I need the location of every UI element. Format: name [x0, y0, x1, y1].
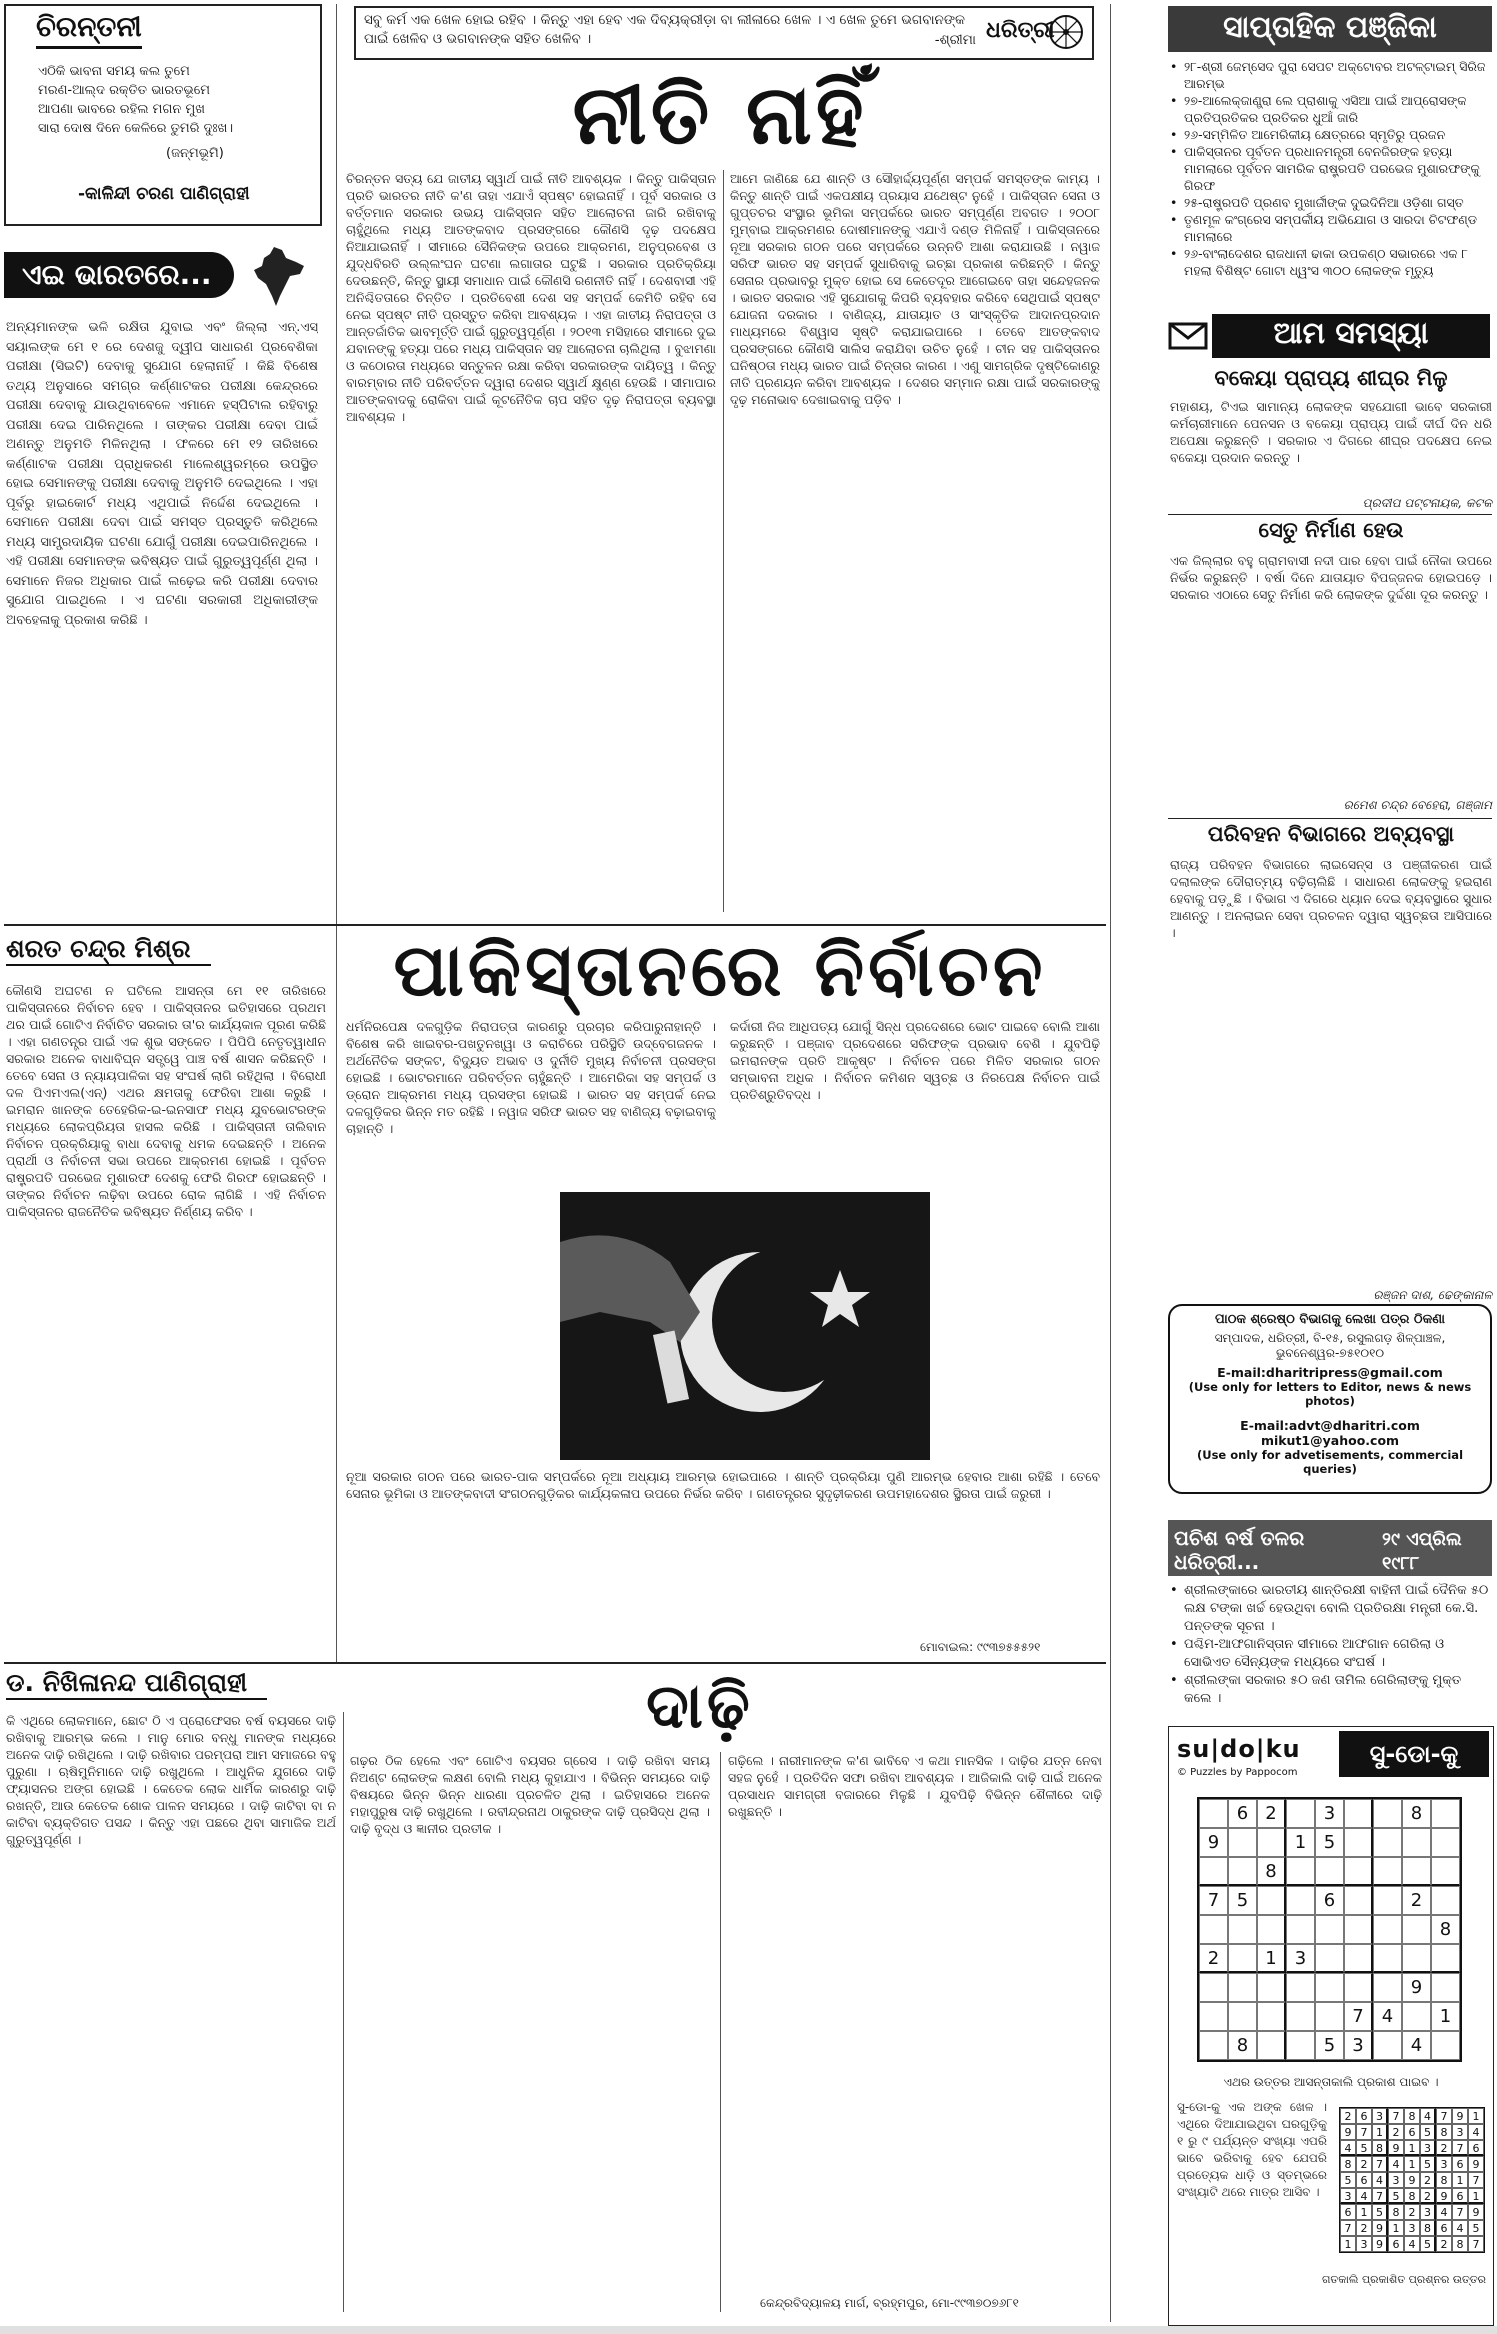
sudoku-cell[interactable]: 5 [1315, 2031, 1344, 2060]
sudoku-cell[interactable] [1402, 2002, 1431, 2031]
col-divider [1110, 4, 1111, 2322]
chirantani-title: ଚିରନ୍ତନୀ [36, 10, 142, 49]
sudoku-solution-note: ଗତକାଲି ପ୍ରକାଶିତ ପ୍ରଶ୍ନର ଉତ୍ତର [1321, 2273, 1487, 2286]
sudoku-cell[interactable] [1257, 1828, 1286, 1857]
sudoku-solution-cell: 7 [1468, 2172, 1484, 2188]
contact-note-advt: (Use only for advetisements, commercial queries) [1196, 1448, 1464, 1476]
sudoku-solution-cell: 5 [1420, 2236, 1436, 2252]
sudoku-cell[interactable] [1373, 1799, 1402, 1828]
sudoku-solution-cell: 7 [1372, 2188, 1388, 2204]
chirantani-poem: ଏଠିକି ଭାବନା ସମୟ କଲ ତୁମେ ମରଣ-ଆଲ୍ଦ ରକ୍ତିତ ଭାରତଭୂମେ ଆପଣା ଭାବରେ ରହିଲ ମଗନ ମୁଖ ସାରା ଦୋଷ ଦିନେ କେଳିରେ ତୁମରି ଦୁଃଖ। [38, 64, 234, 136]
sudoku-solution-cell: 4 [1452, 2220, 1468, 2236]
sudoku-solution-cell: 6 [1388, 2236, 1404, 2252]
sudoku-solution-cell: 7 [1452, 2204, 1468, 2220]
dadhi-column-3: ଗଢ଼ିଲେ । ନାରୀମାନଙ୍କ କ'ଣ ଭାବିବେ ଏ କଥା ମାନସିକ । ଦାଢ଼ିର ଯତ୍ନ ନେବା ସହଜ ନୁହେଁ । ପ୍ରତିଦିନ ସଫା ରଖିବା ଆବଶ୍ୟକ । ଆଜିକାଲି ଦାଢ଼ି ପାଇଁ ଅନେକ ପ୍ରସାଧନ ସାମଗ୍ରୀ ବଜାରରେ ମିଳୁଛି । ଯୁବପିଢ଼ି ବିଭିନ୍ନ ଶୈଳୀରେ ଦାଢ଼ି ରଖୁଛନ୍ତି । [728, 1753, 1102, 1819]
sudoku-cell[interactable]: 8 [1431, 1915, 1460, 1944]
envelope-icon [1168, 318, 1208, 354]
sudoku-solution-cell: 2 [1436, 2140, 1452, 2156]
sudoku-title-odia: ସୁ-ଡୋ-କୁ [1369, 1740, 1459, 1768]
sudoku-solution-cell: 9 [1372, 2236, 1388, 2252]
sudoku-cell[interactable] [1344, 1915, 1373, 1944]
sudoku-cell[interactable] [1286, 2002, 1315, 2031]
sudoku-answer-note: ଏଥର ଉତ୍ତର ଆସନ୍ତାକାଲି ପ୍ରକାଶ ପାଇବ । [1223, 2075, 1439, 2089]
letter-sender: ପ୍ରଦୀପ ପଟ୍ଟନାୟକ, କଟକ [1362, 496, 1492, 510]
pachisa-item: • ଶ୍ରୀଲଙ୍କାରେ ଭାରତୀୟ ଶାନ୍ତିରକ୍ଷୀ ବାହିନୀ ପାଇଁ ଦୈନିକ ୫୦ ଲକ୍ଷ ଟଙ୍କା ଖର୍ଚ୍ଚ ହେଉଥିବା ବୋଲି ପ୍ରତିରକ୍ଷା ମନ୍ତ୍ରୀ କେ.ସି. ପନ୍ତଙ୍କ ସୂଚନା । [1170, 1582, 1492, 1636]
contact-heading: ପାଠକ ଶ୍ରେଷ୍ଠ ବିଭାଗକୁ ଲେଖା ପତ୍ର ଠିକଣା [1215, 1312, 1445, 1327]
sudoku-solution-cell: 4 [1356, 2188, 1372, 2204]
sudoku-solution-cell: 9 [1372, 2220, 1388, 2236]
india-map-icon [244, 244, 310, 310]
sudoku-solution-cell: 7 [1340, 2220, 1356, 2236]
sudoku-cell[interactable] [1199, 1973, 1228, 2002]
sudoku-cell[interactable] [1286, 1886, 1315, 1915]
pakistan-column-1: କୌଣସି ଅଘଟଣ ନ ଘଟିଲେ ଆସନ୍ତା ମେ ୧୧ ତାରିଖରେ ପାକିସ୍ତାନରେ ନିର୍ବାଚନ ହେବ । ପାକିସ୍ତାନର ଇତିହାସରେ ପ୍ରଥମ ଥର ପାଇଁ ଗୋଟିଏ ନିର୍ବାଚିତ ସରକାର ତା'ର କାର୍ଯ୍ୟକାଳ ପୂରଣ କରିଛି । ଏହା ଗଣତନ୍ତ୍ର ପାଇଁ ଏକ ଶୁଭ ସଙ୍କେତ । ପିପିପି ନେତୃତ୍ୱାଧୀନ ସରକାର ଅନେକ ବାଧାବିଘ୍ନ ସତ୍ତ୍ୱେ ପାଞ୍ଚ ବର୍ଷ ଶାସନ କରିଛନ୍ତି । ତେବେ ସେନା ଓ ନ୍ୟାୟପାଳିକା ସହ ସଂଘର୍ଷ ଲାଗି ରହିଥିଲା । ବିରୋଧୀ ଦଳ ପିଏମଏଲ(ଏନ୍) ଏଥର କ୍ଷମତାକୁ ଫେରିବା ଆଶା କରୁଛି । ଇମରାନ ଖାନଙ୍କ ତେହେରିକ-ଇ-ଇନସାଫ ମଧ୍ୟ ଯୁବଭୋଟରଙ୍କ ମଧ୍ୟରେ ଲୋକପ୍ରିୟତା ହାସଲ କରିଛି । ପାକିସ୍ତାନୀ ତାଲିବାନ ନିର୍ବାଚନ ପ୍ରକ୍ରିୟାକୁ ବାଧା ଦେବାକୁ ଧମକ ଦେଇଛନ୍ତି । ଅନେକ ପ୍ରାର୍ଥୀ ଓ ନିର୍ବାଚନୀ ସଭା ଉପରେ ଆକ୍ରମଣ ହୋଇଛି । ପୂର୍ବତନ ରାଷ୍ଟ୍ରପତି ପରଭେଜ ମୁଶାରଫ ଦେଶକୁ ଫେରି ଗିରଫ ହୋଇଛନ୍ତି । ତାଙ୍କର ନିର୍ବାଚନ ଲଢ଼ିବା ଉପରେ ରୋକ ଲାଗିଛି । ଏହି ନିର୍ବାଚନ ପାକିସ୍ତାନର ରାଜନୈତିକ ଭବିଷ୍ୟତ ନିର୍ଣ୍ଣୟ କରିବ । [6, 983, 326, 1219]
sudoku-cell[interactable] [1431, 1886, 1460, 1915]
sudoku-cell[interactable] [1402, 1944, 1431, 1973]
sudoku-cell[interactable] [1402, 1828, 1431, 1857]
sudoku-solution-cell: 2 [1388, 2124, 1404, 2140]
contact-email-advt-alt[interactable]: mikut1@yahoo.com [1260, 1433, 1400, 1448]
sudoku-cell[interactable] [1431, 1857, 1460, 1886]
sudoku-cell[interactable]: 6 [1315, 1886, 1344, 1915]
saptahika-header [1168, 6, 1492, 52]
sudoku-cell[interactable] [1257, 1973, 1286, 2002]
sudoku-solution-cell: 7 [1468, 2236, 1484, 2252]
sudoku-cell[interactable]: 7 [1344, 2002, 1373, 2031]
pachisa-date: ୨୯ ଏପ୍ରିଲ ୧୯୮୮ [1382, 1529, 1462, 1574]
pachisa-list [1170, 1582, 1492, 1722]
sudoku-cell[interactable] [1199, 1799, 1228, 1828]
sudoku-solution-cell: 8 [1372, 2140, 1388, 2156]
sudoku-solution-cell: 2 [1356, 2220, 1372, 2236]
sudoku-solution-cell: 5 [1388, 2188, 1404, 2204]
sudoku-solution-cell: 9 [1436, 2188, 1452, 2204]
sudoku-solution-cell: 6 [1468, 2140, 1484, 2156]
dadhi-column-2: ଗଢ଼ର ଠିକ ହେଲେ ଏବଂ ଗୋଟିଏ ବୟସର ଗ୍ରେସ । ଦାଢ଼ି ରଖିବା ସମୟ ନିଅଣ୍ଟ ଲୋକଙ୍କ ଲକ୍ଷଣ ବୋଲି ମଧ୍ୟ କୁହାଯାଏ । ବିଭିନ୍ନ ସମୟରେ ଦାଢ଼ି ବିଷୟରେ ଭିନ୍ନ ଭିନ୍ନ ଧାରଣା ପ୍ରଚଳିତ ଥିଲା । ଇତିହାସରେ ଅନେକ ମହାପୁରୁଷ ଦାଢ଼ି ରଖୁଥିଲେ । ରବୀନ୍ଦ୍ରନାଥ ଠାକୁରଙ୍କ ଦାଢ଼ି ପ୍ରସିଦ୍ଧ ଥିଲା । ଦାଢ଼ି ବୃଦ୍ଧ ଓ ଜ୍ଞାନୀର ପ୍ରତୀକ । [350, 1753, 710, 1836]
quote-box [354, 6, 1094, 60]
sudoku-cell[interactable] [1286, 1799, 1315, 1828]
sudoku-cell[interactable] [1373, 1915, 1402, 1944]
sudoku-cell[interactable]: 3 [1344, 2031, 1373, 2060]
sudoku-solution-cell: 6 [1436, 2220, 1452, 2236]
ei-bharatare-body: ଅନ୍ୟମାନଙ୍କ ଭଳି ରକ୍ଷିତା ଯୁବାଇ ଏବଂ ଜିଲ୍ଲା ଏନ୍.ଏସ୍ ସୟାଲଙ୍କ ମେ ୧ ରେ ଦେଶଜୁ ଦ୍ୱୀପ ସାଧାରଣ ପ୍ରବେଶିକା ପରୀକ୍ଷା (ସିଇଟି) ଦେବାକୁ ସୁଯୋଗ ହେଲାନାହିଁ । କିଛି ବିଶେଷ ତଥ୍ୟ ଅନୁସାରେ ସମଗ୍ର କର୍ଣ୍ଣାଟକର ପରୀକ୍ଷା କେନ୍ଦ୍ରରେ ପରୀକ୍ଷା ଦେବାକୁ ଯାଉଥିବାବେଳେ ଏମାନେ ହସ୍ପିଟାଲ ରହିବାରୁ ପରୀକ୍ଷା ଦେଇ ପାରିନଥିଲେ । ତାଙ୍କର ପରୀକ୍ଷା ଦେବା ପାଇଁ ଅଣନ୍ତୁ ଅନୁମତି ମିଳିନଥିଲା । ଫଳରେ ମେ ୧୨ ତାରିଖରେ କର୍ଣ୍ଣାଟକ ପରୀକ୍ଷା ପ୍ରାଧିକରଣ ମାଲେଶ୍ୱରମ୍‌ରେ ଉପସ୍ଥିତ ହୋଇ ସେମାନଙ୍କୁ ପରୀକ୍ଷା ଦେବାକୁ ଅନୁମତି ଦେଇଥିଲେ । ଏହା ପୂର୍ବରୁ ହାଇକୋର୍ଟ ମଧ୍ୟ ଏଥିପାଇଁ ନିର୍ଦ୍ଦେଶ ଦେଇଥିଲେ । ସେମାନେ ପରୀକ୍ଷା ଦେବା ପାଇଁ ସମସ୍ତ ପ୍ରସ୍ତୁତି କରିଥିଲେ ମଧ୍ୟ ସାମ୍ପ୍ରଦାୟିକ ଘଟଣା ଯୋଗୁଁ ପରୀକ୍ଷା ଦେଇପାରିନଥିଲେ । ଏହି ପରୀକ୍ଷା ସେମାନଙ୍କ ଭବିଷ୍ୟତ ପାଇଁ ଗୁରୁତ୍ୱପୂର୍ଣ୍ଣ ଥିଲା । ସେମାନେ ନିଜର ଅଧିକାର ପାଇଁ ଲଢ଼େଇ କରି ପରୀକ୍ଷା ଦେବାର ସୁଯୋଗ ପାଇଥିଲେ । ଏ ଘଟଣା ସରକାରୀ ଅଧିକାରୀଙ୍କ ଅବହେଳାକୁ ପ୍ରକାଶ କରିଛି । [6, 320, 318, 628]
sudoku-solution-cell: 1 [1356, 2204, 1372, 2220]
sudoku-solution-cell: 5 [1340, 2172, 1356, 2188]
sudoku-cell[interactable]: 4 [1402, 2031, 1431, 2060]
letter-heading: ପରିବହନ ବିଭାଗରେ ଅବ୍ୟବସ୍ଥା [1207, 822, 1455, 846]
sudoku-cell[interactable] [1199, 1857, 1228, 1886]
sudoku-cell[interactable] [1344, 1886, 1373, 1915]
sudoku-solution-cell: 8 [1436, 2124, 1452, 2140]
sudoku-solution-cell: 8 [1388, 2204, 1404, 2220]
sudoku-cell[interactable] [1315, 1857, 1344, 1886]
sudoku-cell[interactable] [1373, 1944, 1402, 1973]
sudoku-solution-cell: 9 [1404, 2172, 1420, 2188]
sudoku-cell[interactable]: 1 [1431, 2002, 1460, 2031]
sudoku-cell[interactable]: 3 [1286, 1944, 1315, 1973]
sudoku-cell[interactable] [1228, 1857, 1257, 1886]
sudoku-solution-cell: 6 [1356, 2172, 1372, 2188]
sudoku-solution-cell: 2 [1420, 2188, 1436, 2204]
sudoku-solution-cell: 3 [1340, 2188, 1356, 2204]
sudoku-cell[interactable] [1228, 1973, 1257, 2002]
sudoku-cell[interactable]: 8 [1402, 1799, 1431, 1828]
sudoku-solution-cell: 9 [1468, 2156, 1484, 2172]
sudoku-cell[interactable] [1315, 1944, 1344, 1973]
sudoku-solution-cell: 9 [1468, 2204, 1484, 2220]
sudoku-solution-cell: 4 [1436, 2204, 1452, 2220]
col-divider [723, 170, 724, 912]
sudoku-solution-cell: 3 [1388, 2172, 1404, 2188]
sudoku-solution-cell: 6 [1452, 2156, 1468, 2172]
quote-text: ସବୁ କର୍ମ ଏକ ଖେଳ ହୋଇ ରହିବ । କିନ୍ତୁ ଏହା ହେବ ଏକ ଦିବ୍ୟକ୍ରୀଡ଼ା ବା ଲୀଳାରେ ଖେଳ । ଏ ଖେଳ ତୁମେ ଭଗବାନଙ୍କ ପାଇଁ ଖେଳିବ ଓ ଭଗବାନଙ୍କ ସହିତ ଖେଳିବ । [364, 12, 965, 47]
sudoku-cell[interactable] [1402, 1857, 1431, 1886]
sudoku-solution-cell: 9 [1452, 2108, 1468, 2124]
sudoku-cell[interactable]: 5 [1228, 1886, 1257, 1915]
sudoku-solution-cell: 7 [1436, 2108, 1452, 2124]
dadhi-column-1: କି ଏଥିରେ ଲୋକମାନେ, ଛୋଟ ଠି ଏ ପ୍ରୋଫେସର ବର୍ଷ ବୟସରେ ଦାଢ଼ି ରଖିବାକୁ ଆରମ୍ଭ କଲେ । ମାନୁ ମୋର ବନ୍ଧୁ ମାନଙ୍କ ମଧ୍ୟରେ ଅନେକ ଦାଢ଼ି ରଖିଥିଲେ । ଦାଢ଼ି ରଖିବାର ପରମ୍ପରା ଆମ ସମାଜରେ ବହୁ ପୁରୁଣା । ଋଷିମୁନିମାନେ ଦାଢ଼ି ରଖୁଥିଲେ । ଆଧୁନିକ ଯୁଗରେ ଦାଢ଼ି ଫ୍ୟାସନର ଅଙ୍ଗ ହୋଇଛି । କେତେକ ଲୋକ ଧାର୍ମିକ କାରଣରୁ ଦାଢ଼ି ରଖନ୍ତି, ଆଉ କେତେକ ଶୋକ ପାଳନ ସମୟରେ । ଦାଢ଼ି କାଟିବା ବା ନ କାଟିବା ବ୍ୟକ୍ତିଗତ ପସନ୍ଦ । କିନ୍ତୁ ଏହା ପଛରେ ଥିବା ସାମାଜିକ ଅର୍ଥ ଗୁରୁତ୍ୱପୂର୍ଣ୍ଣ । [6, 1713, 336, 1847]
pakistan-flag-photo [560, 1192, 930, 1460]
sudoku-cell[interactable]: 2 [1402, 1886, 1431, 1915]
sudoku-cell[interactable] [1257, 1886, 1286, 1915]
sudoku-cell[interactable] [1344, 1828, 1373, 1857]
sudoku-cell[interactable]: 6 [1228, 1799, 1257, 1828]
sudoku-cell[interactable] [1431, 2031, 1460, 2060]
niti-column-1: ଚିରନ୍ତନ ସତ୍ୟ ଯେ ଜାତୀୟ ସ୍ୱାର୍ଥ ପାଇଁ ନୀତି ଆବଶ୍ୟକ । କିନ୍ତୁ ପାକିସ୍ତାନ ପ୍ରତି ଭାରତର ନୀତି କ'ଣ ତାହା ଏଯାଏଁ ସ୍ପଷ୍ଟ ହୋଇନାହିଁ । ପୂର୍ବ ସରକାର ଓ ବର୍ତ୍ତମାନ ସରକାର ଉଭୟ ପାକିସ୍ତାନ ସହିତ ଆଲୋଚନା ଜାରି ରଖିବାକୁ ଚାହୁଁଥିଲେ ମଧ୍ୟ ଆତଙ୍କବାଦ ପ୍ରସଙ୍ଗରେ କୌଣସି ଦୃଢ଼ ପଦକ୍ଷେପ ନିଆଯାଇନାହିଁ । ସୀମାରେ ସୈନିକଙ୍କ ଉପରେ ଆକ୍ରମଣ, ଅନୁପ୍ରବେଶ ଓ ଯୁଦ୍ଧବିରତି ଉଲ୍ଲଂଘନ ଘଟଣା ଲଗାତାର ଘଟୁଛି । ସରକାର ପ୍ରତିକ୍ରିୟା ଦେଉଛନ୍ତି, କିନ୍ତୁ ସ୍ଥାୟୀ ସମାଧାନ ପାଇଁ କୌଣସି ରଣନୀତି ନାହିଁ । ଦେଶବାସୀ ଏହି ଅନିଶ୍ଚିତତାରେ ଚିନ୍ତିତ । ପ୍ରତିବେଶୀ ଦେଶ ସହ ସମ୍ପର୍କ କେମିତି ରହିବ ସେ ନେଇ ସ୍ପଷ୍ଟ ନୀତି ପ୍ରସ୍ତୁତ କରିବା ଆବଶ୍ୟକ । ଏହା ଜାତୀୟ ନିରାପତ୍ତା ଓ ଆନ୍ତର୍ଜାତିକ ଭାବମୂର୍ତ୍ତି ପାଇଁ ଗୁରୁତ୍ୱପୂର୍ଣ୍ଣ । ୨୦୧୩ ମସିହାରେ ସୀମାରେ ଦୁଇ ଯବାନଙ୍କୁ ହତ୍ୟା ପରେ ମଧ୍ୟ ପାକିସ୍ତାନ ସହ ଆଲୋଚନା ଚାଲିଥିଲା । ବୁଝାମଣା ଓ କଠୋରତା ମଧ୍ୟରେ ସନ୍ତୁଳନ ରକ୍ଷା କରିବା ସରକାରଙ୍କ ଦାୟିତ୍ୱ । କିନ୍ତୁ ବାରମ୍ବାର ନୀତି ପରିବର୍ତ୍ତନ ଦ୍ୱାରା ଦେଶର ସ୍ୱାର୍ଥ କ୍ଷୁଣ୍ଣ ହେଉଛି । ସୀମାପାର ଆତଙ୍କବାଦକୁ ରୋକିବା ପାଇଁ କୂଟନୈତିକ ଚାପ ସହିତ ଦୃଢ଼ ନିରାପତ୍ତା ବ୍ୟବସ୍ଥା ଆବଶ୍ୟକ । [346, 171, 716, 424]
sudoku-cell[interactable]: 3 [1315, 1799, 1344, 1828]
letter-body: ରାଜ୍ୟ ପରିବହନ ବିଭାଗରେ ଲାଇସେନ୍ସ ଓ ପଞ୍ଜୀକରଣ ପାଇଁ ଦଲାଲଙ୍କ ଦୌରାତ୍ମ୍ୟ ବଢ଼ିଚାଲିଛି । ସାଧାରଣ ଲୋକଙ୍କୁ ହଇରାଣ ହେବାକୁ ପଡ଼ୁଛି । ବିଭାଗ ଏ ଦିଗରେ ଧ୍ୟାନ ଦେଇ ବ୍ୟବସ୍ଥାରେ ସୁଧାର ଆଣନ୍ତୁ । ଅନଲାଇନ ସେବା ପ୍ରଚଳନ ଦ୍ୱାରା ସ୍ୱଚ୍ଛତା ଆସିପାରେ । [1170, 857, 1492, 940]
sudoku-brand: su|do|ku [1177, 1735, 1301, 1763]
dadhi-contact: କେନ୍ଦ୍ରବିଦ୍ୟାଳୟ ମାର୍ଗ, ବ୍ରହ୍ମପୁର, ମୋ-୯୯୩୭୦୭୬୮୧ [760, 2296, 1019, 2310]
sudoku-solution-cell: 2 [1356, 2156, 1372, 2172]
sudoku-solution-cell: 5 [1420, 2124, 1436, 2140]
sudoku-cell[interactable]: 8 [1228, 2031, 1257, 2060]
logo-wheel-icon [1048, 14, 1084, 50]
sudoku-solution-cell: 7 [1452, 2140, 1468, 2156]
headline-niti-nahin: ନୀତି ନାହିଁ [572, 68, 868, 163]
sudoku-solution-cell: 5 [1468, 2220, 1484, 2236]
sudoku-solution-cell: 8 [1340, 2156, 1356, 2172]
sudoku-solution-cell: 2 [1420, 2172, 1436, 2188]
sudoku-cell[interactable] [1373, 1857, 1402, 1886]
sudoku-solution-cell: 7 [1356, 2124, 1372, 2140]
sudoku-solution-cell: 9 [1388, 2140, 1404, 2156]
pakistan-author: ଶରତ ଚନ୍ଦ୍ର ମିଶ୍ର [6, 934, 211, 966]
sudoku-cell[interactable] [1344, 1857, 1373, 1886]
sudoku-solution-cell: 3 [1436, 2156, 1452, 2172]
sudoku-cell[interactable] [1228, 1944, 1257, 1973]
sudoku-solution-cell: 1 [1340, 2236, 1356, 2252]
sudoku-cell[interactable] [1257, 2002, 1286, 2031]
sudoku-solution-cell: 1 [1468, 2108, 1484, 2124]
col-divider [336, 4, 337, 1662]
sudoku-cell[interactable] [1315, 1973, 1344, 2002]
sudoku-cell[interactable] [1344, 1973, 1373, 2002]
sudoku-cell[interactable]: 2 [1199, 1944, 1228, 1973]
chirantani-poet: -କାଳିନ୍ଦୀ ଚରଣ ପାଣିଗ୍ରାହୀ [78, 184, 250, 204]
sudoku-grid[interactable] [1197, 1797, 1462, 2062]
chirantani-box [4, 4, 322, 226]
sudoku-cell[interactable] [1199, 1915, 1228, 1944]
sudoku-cell[interactable] [1431, 1973, 1460, 2002]
ei-bharatare-banner [4, 240, 318, 310]
sudoku-solution-cell: 3 [1420, 2204, 1436, 2220]
ama-samasya-banner [1168, 312, 1492, 360]
col-divider [343, 1712, 344, 2312]
sudoku-cell[interactable]: 7 [1199, 1886, 1228, 1915]
sudoku-cell[interactable] [1431, 1799, 1460, 1828]
sudoku-solution-cell: 1 [1388, 2220, 1404, 2236]
sudoku-solution-cell: 1 [1372, 2124, 1388, 2140]
niti-column-2: ଆମେ ଜାଣିଛେ ଯେ ଶାନ୍ତି ଓ ସୌହାର୍ଦ୍ଦ୍ୟପୂର୍ଣ୍ଣ ସମ୍ପର୍କ ସମସ୍ତଙ୍କ କାମ୍ୟ । କିନ୍ତୁ ଶାନ୍ତି ପାଇଁ ଏକପକ୍ଷୀୟ ପ୍ରୟାସ ଯଥେଷ୍ଟ ନୁହେଁ । ପାକିସ୍ତାନ ସେନା ଓ ଗୁପ୍ତଚର ସଂସ୍ଥାର ଭୂମିକା ସମ୍ପର୍କରେ ଭାରତ ସମ୍ପୂର୍ଣ୍ଣ ଅବଗତ । ୨୦୦୮ ମୁମ୍ବାଇ ଆକ୍ରମଣର ଦୋଷୀମାନଙ୍କୁ ଏଯାଏଁ ଦଣ୍ଡ ମିଳିନାହିଁ । ପାକିସ୍ତାନରେ ନୂଆ ସରକାର ଗଠନ ପରେ ସମ୍ପର୍କରେ ଉନ୍ନତି ଆଶା କରାଯାଉଛି । ନୱାଜ ସରିଫ ଭାରତ ସହ ସମ୍ପର୍କ ସୁଧାରିବାକୁ ଇଚ୍ଛା ପ୍ରକାଶ କରିଛନ୍ତି । କିନ୍ତୁ ସେନାର ପ୍ରଭାବରୁ ମୁକ୍ତ ହୋଇ ସେ କେତେଦୂର ଆଗେଇବେ ତାହା ସନ୍ଦେହଜନକ । ଭାରତ ସରକାର ଏହି ସୁଯୋଗକୁ କିପରି ବ୍ୟବହାର କରିବେ ସେଥିପାଇଁ ସ୍ପଷ୍ଟ ଯୋଜନା ଦରକାର । ବାଣିଜ୍ୟ, ଯାତାୟାତ ଓ ସାଂସ୍କୃତିକ ଆଦାନପ୍ରଦାନ ମାଧ୍ୟମରେ ବିଶ୍ୱାସ ସୃଷ୍ଟି କରାଯାଇପାରେ । ତେବେ ଆତଙ୍କବାଦ ପ୍ରସଙ୍ଗରେ କୌଣସି ସାଲିସ କରାଯିବା ଉଚିତ ନୁହେଁ । ଚୀନ ସହ ପାକିସ୍ତାନର ଘନିଷ୍ଠତା ମଧ୍ୟ ଭାରତ ପାଇଁ ଚିନ୍ତାର କାରଣ । ଏଣୁ ସାମଗ୍ରିକ ଦୃଷ୍ଟିକୋଣରୁ ନୀତି ପ୍ରଣୟନ କରିବା ଆବଶ୍ୟକ । ଦେଶର ସମ୍ମାନ ରକ୍ଷା ପାଇଁ ସରକାରଙ୍କୁ ଦୃଢ଼ ମନୋଭାବ ଦେଖାଇବାକୁ ପଡ଼ିବ । [730, 171, 1100, 407]
saptahika-item: • ୨୫-ରାଷ୍ଟ୍ରପତି ପ୍ରଣବ ମୁଖାର୍ଜୀଙ୍କ ଦୁଇଦିନିଆ ଓଡ଼ିଶା ଗସ୍ତ [1170, 194, 1492, 211]
sudoku-solution-cell: 5 [1356, 2140, 1372, 2156]
sudoku-cell[interactable]: 2 [1257, 1799, 1286, 1828]
saptahika-item: • ୨୬-ବାଂଲାଦେଶର ରାଜଧାନୀ ଢାକା ଉପକଣ୍ଠ ସଭାରରେ ଏକ ୮ ମହଲା ବିଶିଷ୍ଟ ଗୋଟା ଧ୍ୱଂସ ୩୦୦ ଲୋକଙ୍କ ମୃତ୍ୟୁ [1170, 245, 1492, 279]
saptahika-item: • ତୃଣମୂଳ କଂଗ୍ରେସ ସମ୍ପର୍କୀୟ ଅଭିଯୋଗ ଓ ସାରଦା ଚିଟଫଣ୍ଡ ମାମଲାରେ [1170, 211, 1492, 245]
sudoku-solution-cell: 8 [1404, 2108, 1420, 2124]
sudoku-solution-cell: 2 [1436, 2236, 1452, 2252]
sudoku-cell[interactable]: 4 [1373, 2002, 1402, 2031]
contact-address: ସମ୍ପାଦକ, ଧରିତ୍ରୀ, ବି-୧୫, ରସୁଲଗଡ଼ ଶିଳ୍ପାଞ୍ଚଳ, ଭୁବନେଶ୍ୱର-୭୫୧୦୧୦ [1214, 1331, 1446, 1360]
pakistan-contact: ମୋବାଇଲ: ୯୯୩୭୫୫୫୨୧ [920, 1640, 1041, 1654]
letter-sender: ରଞ୍ଜନ ଦାଶ, ଢେଙ୍କାନାଳ [1373, 1288, 1492, 1302]
pakistan-column-3: କର୍ଦାରୀ ନିଜ ଆଧିପତ୍ୟ ଯୋଗୁଁ ସିନ୍ଧ ପ୍ରଦେଶରେ ଭୋଟ ପାଇବେ ବୋଲି ଆଶା କରୁଛନ୍ତି । ପଞ୍ଜାବ ପ୍ରଦେଶରେ ସରିଫଙ୍କ ପ୍ରଭାବ ବେଶି । ଯୁବପିଢ଼ି ଇମରାନଙ୍କ ପ୍ରତି ଆକୃଷ୍ଟ । ନିର୍ବାଚନ ପରେ ମିଳିତ ସରକାର ଗଠନ ସମ୍ଭାବନା ଅଧିକ । ନିର୍ବାଚନ କମିଶନ ସ୍ୱଚ୍ଛ ଓ ନିରପେକ୍ଷ ନିର୍ବାଚନ ପାଇଁ ପ୍ରତିଶ୍ରୁତିବଦ୍ଧ । [730, 1019, 1100, 1102]
sudoku-cell[interactable] [1344, 1799, 1373, 1828]
pakistan-column-4: ନୂଆ ସରକାର ଗଠନ ପରେ ଭାରତ-ପାକ ସମ୍ପର୍କରେ ନୂଆ ଅଧ୍ୟାୟ ଆରମ୍ଭ ହୋଇପାରେ । ଶାନ୍ତି ପ୍ରକ୍ରିୟା ପୁଣି ଆରମ୍ଭ ହେବାର ଆଶା ରହିଛି । ତେବେ ସେନାର ଭୂମିକା ଓ ଆତଙ୍କବାଦୀ ସଂଗଠନଗୁଡ଼ିକର କାର୍ଯ୍ୟକଳାପ ଉପରେ ନିର୍ଭର କରିବ । ଗଣତନ୍ତ୍ରର ସୁଦୃଢ଼ୀକରଣ ଉପମହାଦେଶର ସ୍ଥିରତା ପାଇଁ ଜରୁରୀ । [346, 1469, 1100, 1501]
contact-note-editor: (Use only for letters to Editor, news & news photos) [1188, 1380, 1472, 1408]
sudoku-cell[interactable] [1373, 1973, 1402, 2002]
sudoku-cell[interactable] [1344, 1944, 1373, 1973]
saptahika-item: • ପାକିସ୍ତାନର ପୂର୍ବତନ ପ୍ରଧାନମନ୍ତ୍ରୀ ବେନଜିରଙ୍କ ହତ୍ୟା ମାମଲାରେ ପୂର୍ବତନ ସାମରିକ ରାଷ୍ଟ୍ରପତି ପରଭେଜ ମୁଶାରଫଙ୍କୁ ଗିରଫ [1170, 143, 1492, 194]
headline-dadhi: ଦାଢ଼ି [646, 1669, 754, 1742]
sudoku-cell[interactable] [1286, 1915, 1315, 1944]
sudoku-cell[interactable] [1199, 2031, 1228, 2060]
sudoku-solution-cell: 4 [1372, 2172, 1388, 2188]
letter-body: ଏକ ଜିଲ୍ଲାର ବହୁ ଗ୍ରାମବାସୀ ନଦୀ ପାର ହେବା ପାଇଁ ନୌକା ଉପରେ ନିର୍ଭର କରୁଛନ୍ତି । ବର୍ଷା ଦିନେ ଯାତାୟାତ ବିପଜ୍ଜନକ ହୋଇପଡ଼େ । ସରକାର ଏଠାରେ ସେତୁ ନିର୍ମାଣ କରି ଲୋକଙ୍କ ଦୁର୍ଦ୍ଦଶା ଦୂର କରନ୍ତୁ । [1170, 553, 1492, 602]
contact-box [1168, 1304, 1492, 1494]
sudoku-panel [1168, 1726, 1494, 2326]
sudoku-cell[interactable]: 5 [1315, 1828, 1344, 1857]
headline-pakistan-election: ପାକିସ୍ତାନରେ ନିର୍ବାଚନ [393, 928, 1047, 1012]
sudoku-cell[interactable] [1315, 1915, 1344, 1944]
dharitri-logo: ଧରିତ୍ରୀ [986, 18, 1055, 43]
sudoku-solution-cell: 8 [1420, 2220, 1436, 2236]
sudoku-cell[interactable]: 9 [1402, 1973, 1431, 2002]
letter-heading: ବକେୟା ପ୍ରାପ୍ୟ ଶୀଘ୍ର ମିଳୁ [1214, 366, 1448, 390]
sudoku-solution-cell: 7 [1388, 2108, 1404, 2124]
quote-author: -ଶ୍ରୀମା [934, 32, 976, 48]
saptahika-list [1170, 58, 1492, 298]
sudoku-title-bar [1339, 1731, 1489, 1777]
sudoku-cell[interactable] [1286, 2031, 1315, 2060]
contact-email-editor[interactable]: E-mail:dharitripress@gmail.com [1217, 1365, 1443, 1380]
sudoku-cell[interactable] [1228, 2002, 1257, 2031]
sudoku-solution-cell: 4 [1420, 2108, 1436, 2124]
letter-separator [1168, 818, 1492, 819]
chirantani-source: (ଜନ୍ମଭୂମି) [166, 146, 224, 161]
sudoku-solution-cell: 9 [1340, 2124, 1356, 2140]
sudoku-solution-cell: 6 [1340, 2204, 1356, 2220]
letter-body: ମହାଶୟ, ଟିଏଇ ସାମାନ୍ୟ ଲୋକଙ୍କ ସହଯୋଗୀ ଭାବେ ସରକାରୀ କର୍ମଚାରୀମାନେ ପେନସନ ଓ ବକେୟା ପ୍ରାପ୍ୟ ପାଇଁ ଦୀର୍ଘ ଦିନ ଧରି ଅପେକ୍ଷା କରୁଛନ୍ତି । ସରକାର ଏ ଦିଗରେ ଶୀଘ୍ର ପଦକ୍ଷେପ ନେଇ ବକେୟା ପ୍ରଦାନ କରନ୍ତୁ । [1170, 399, 1492, 465]
sudoku-solution-cell: 4 [1404, 2236, 1420, 2252]
sudoku-solution-cell: 6 [1452, 2188, 1468, 2204]
sudoku-solution-cell: 3 [1452, 2124, 1468, 2140]
sudoku-solution-cell: 1 [1452, 2172, 1468, 2188]
sudoku-solution-cell: 4 [1388, 2156, 1404, 2172]
sudoku-solution-cell: 1 [1468, 2188, 1484, 2204]
sudoku-solution-cell: 4 [1340, 2140, 1356, 2156]
ama-samasya-title: ଆମ ସମସ୍ୟା [1273, 316, 1429, 351]
sudoku-solution-cell: 3 [1372, 2108, 1388, 2124]
sudoku-solution-cell: 2 [1404, 2204, 1420, 2220]
saptahika-item: • ୨୬-ସମ୍ମିଳିତ ଆମେରିକୀୟ କ୍ଷେତ୍ରରେ ସ୍ମୃତିରୁ ପ୍ରଜନ [1170, 126, 1492, 143]
sudoku-solution-cell: 3 [1356, 2236, 1372, 2252]
pachisa-item: • ପଶ୍ଚିମ-ଆଫଗାନିସ୍ତାନ ସୀମାରେ ଆଫଗାନ ଗେରିଲା ଓ ସୋଭିଏତ ସୈନ୍ୟଙ୍କ ମଧ୍ୟରେ ସଂଘର୍ଷ । [1170, 1636, 1492, 1672]
pakistan-column-2: ଧର୍ମନିରପେକ୍ଷ ଦଳଗୁଡ଼ିକ ନିରାପତ୍ତା କାରଣରୁ ପ୍ରଚାର କରିପାରୁନାହାନ୍ତି । ବିଶେଷ କରି ଖାଇବର-ପଖତୁନଖ୍ୱା ଓ କରାଚିରେ ପରିସ୍ଥିତି ଉଦ୍‌ବେଗଜନକ । ଅର୍ଥନୈତିକ ସଙ୍କଟ, ବିଦ୍ୟୁତ ଅଭାବ ଓ ଦୁର୍ନୀତି ମୁଖ୍ୟ ନିର୍ବାଚନୀ ପ୍ରସଙ୍ଗ ହୋଇଛି । ଭୋଟରମାନେ ପରିବର୍ତ୍ତନ ଚାହୁଁଛନ୍ତି । ଆମେରିକା ସହ ସମ୍ପର୍କ ଓ ଡ୍ରୋନ ଆକ୍ରମଣ ମଧ୍ୟ ପ୍ରସଙ୍ଗ ହୋଇଛି । ଭାରତ ସହ ସମ୍ପର୍କ ନେଇ ଦଳଗୁଡ଼ିକର ଭିନ୍ନ ମତ ରହିଛି । ନୱାଜ ସରିଫ ଭାରତ ସହ ବାଣିଜ୍ୟ ବଢ଼ାଇବାକୁ ଚାହାନ୍ତି । [346, 1019, 716, 1136]
sudoku-solution-cell: 6 [1356, 2108, 1372, 2124]
sudoku-cell[interactable] [1286, 1857, 1315, 1886]
sudoku-cell[interactable] [1228, 1828, 1257, 1857]
sudoku-cell[interactable]: 1 [1286, 1828, 1315, 1857]
sudoku-cell[interactable] [1373, 2031, 1402, 2060]
pachisa-banner [1168, 1520, 1492, 1576]
sudoku-solution-cell: 1 [1404, 2140, 1420, 2156]
col-divider [720, 1752, 721, 2312]
sudoku-cell[interactable]: 1 [1257, 1944, 1286, 1973]
sudoku-solution-cell: 8 [1436, 2172, 1452, 2188]
sudoku-cell[interactable] [1199, 2002, 1228, 2031]
sudoku-rules: ସୁ-ଡୋ-କୁ ଏକ ଅଙ୍କ ଖେଳ । ଏଥିରେ ଦିଆଯାଇଥିବା ଘରଗୁଡ଼ିକୁ ୧ ରୁ ୯ ପର୍ଯ୍ୟନ୍ତ ସଂଖ୍ୟା ଏପରି ଭାବେ ଭରିବାକୁ ହେବ ଯେପରି ପ୍ରତ୍ୟେକ ଧାଡ଼ି ଓ ସ୍ତମ୍ଭରେ ସଂଖ୍ୟାଟି ଥରେ ମାତ୍ର ଆସିବ । [1177, 2100, 1327, 2199]
sudoku-cell[interactable] [1402, 1915, 1431, 1944]
sudoku-cell[interactable] [1257, 1915, 1286, 1944]
sudoku-solution-cell: 5 [1420, 2156, 1436, 2172]
sudoku-solution-cell: 7 [1372, 2156, 1388, 2172]
sudoku-credit: © Puzzles by Pappocom [1177, 1767, 1298, 1778]
pachisa-title: ପଚିଶ ବର୍ଷ ତଳର ଧରିତ୍ରୀ... [1174, 1526, 1305, 1574]
sudoku-solution-cell: 1 [1404, 2156, 1420, 2172]
sudoku-solution-cell: 6 [1404, 2124, 1420, 2140]
sudoku-cell[interactable] [1373, 1886, 1402, 1915]
sudoku-cell[interactable] [1431, 1828, 1460, 1857]
sudoku-solution-cell: 2 [1340, 2108, 1356, 2124]
sudoku-solution-grid [1339, 2107, 1485, 2253]
sudoku-cell[interactable] [1228, 1915, 1257, 1944]
sudoku-cell[interactable] [1431, 1944, 1460, 1973]
sudoku-cell[interactable]: 8 [1257, 1857, 1286, 1886]
sudoku-cell[interactable]: 9 [1199, 1828, 1228, 1857]
sudoku-cell[interactable] [1315, 2002, 1344, 2031]
sudoku-solution-cell: 8 [1452, 2236, 1468, 2252]
page-footer-strip [0, 2326, 1497, 2334]
sudoku-solution-cell: 3 [1420, 2140, 1436, 2156]
sudoku-solution-cell: 3 [1404, 2220, 1420, 2236]
sudoku-cell[interactable] [1286, 1973, 1315, 2002]
letter-separator [1168, 514, 1492, 515]
dadhi-author: ଡ. ନିଖିଳାନନ୍ଦ ପାଣିଗ୍ରାହୀ [6, 1668, 267, 1700]
saptahika-item: • ୨୮-ଶ୍ରୀ ଜେମ୍‌ସେଦ ପୁରା ସେପଟ ଅକ୍ଟୋବର ଅଟଳ୍ଟାଇମ୍‌ ସିରିଜ ଆରମ୍ଭ [1170, 58, 1492, 92]
letter-heading: ସେତୁ ନିର୍ମାଣ ହେଉ [1258, 518, 1404, 542]
letter-sender: ରମେଶ ଚନ୍ଦ୍ର ବେହେରା, ଗଞ୍ଜାମ [1343, 798, 1492, 812]
saptahika-title: ସାପ୍ତାହିକ ପଞ୍ଜିକା [1223, 10, 1437, 45]
ei-bharatare-title: ଏଇ ଭାରତରେ... [22, 258, 212, 291]
pachisa-item: • ଶ୍ରୀଲଙ୍କା ସରକାର ୫୦ ଜଣ ତାମିଲ ଗେରିଲାଙ୍କୁ ମୁକ୍ତ କଲେ । [1170, 1672, 1492, 1708]
sudoku-cell[interactable] [1373, 1828, 1402, 1857]
sudoku-solution-cell: 5 [1372, 2204, 1388, 2220]
sudoku-solution-cell: 8 [1404, 2188, 1420, 2204]
section-separator [4, 1662, 1106, 1664]
saptahika-item: • ୨୭-ଆଲେକ୍ଜାଣ୍ଡ୍ରା ଲେ ପ୍ରାଶାକୁ ଏସିଆ ପାଇଁ ଆପ୍ରୋସଙ୍କ ପ୍ରତିପ୍ରତିକର ପ୍ରତିକର ଧୁଆଁ ଜାରି [1170, 92, 1492, 126]
contact-email-advt[interactable]: E-mail:advt@dharitri.com [1240, 1418, 1420, 1433]
sudoku-cell[interactable] [1257, 2031, 1286, 2060]
sudoku-solution-cell: 4 [1468, 2124, 1484, 2140]
